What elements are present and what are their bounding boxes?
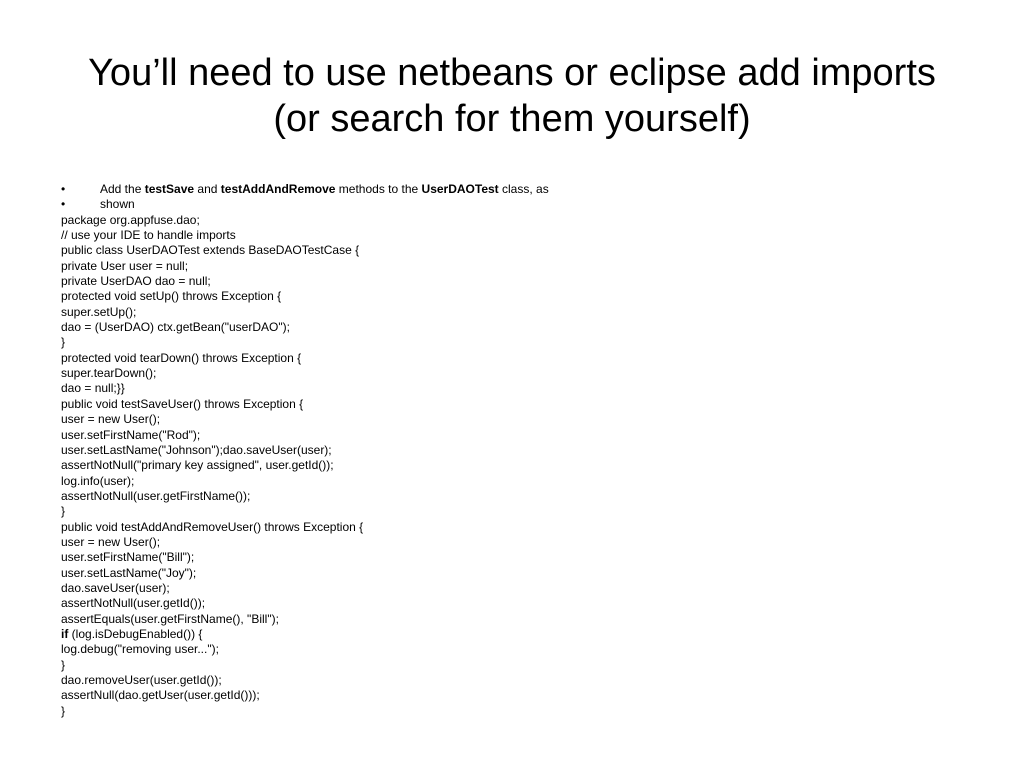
bullet-text-part: methods to the	[335, 182, 422, 196]
code-line: dao = (UserDAO) ctx.getBean("userDAO");	[61, 320, 290, 335]
code-line: }	[61, 657, 66, 672]
code-line: private UserDAO dao = null;	[61, 274, 211, 289]
code-line: public void testAddAndRemoveUser() throws Exception {	[61, 519, 364, 534]
code-line: assertEquals(user.getFirstName(), "Bill");	[61, 611, 279, 626]
title-line-2: (or search for them yourself)	[273, 98, 751, 140]
code-block-tail	[61, 642, 961, 719]
code-line: public void testSaveUser() throws Exception {	[61, 396, 304, 411]
code-line: dao.saveUser(user);	[61, 580, 170, 595]
code-line: super.setUp();	[61, 304, 137, 319]
slide-body	[61, 182, 961, 719]
code-line: private User user = null;	[61, 258, 189, 273]
code-line: // use your IDE to handle imports	[61, 228, 236, 243]
code-line: public class UserDAOTest extends BaseDAOTestCase {	[61, 243, 360, 258]
slide-title	[40, 50, 984, 142]
code-keyword-if: if	[61, 626, 69, 641]
bullet-text	[100, 182, 549, 197]
bullet-text-part: Add the	[100, 182, 145, 196]
code-line: }	[61, 504, 66, 519]
bullet-text-part: class, as	[498, 182, 549, 196]
code-line: protected void tearDown() throws Exception {	[61, 350, 302, 365]
code-line: assertNotNull(user.getFirstName());	[61, 488, 251, 503]
code-line: user.setFirstName("Bill");	[61, 550, 195, 565]
code-line: log.info(user);	[61, 473, 135, 488]
bullet-marker: •	[61, 182, 66, 196]
code-line-text: (log.isDebugEnabled()) {	[68, 626, 203, 641]
code-line: user.setLastName("Johnson");dao.saveUser(user);	[61, 442, 332, 457]
code-line: assertNull(dao.getUser(user.getId()));	[61, 688, 260, 703]
code-line: user = new User();	[61, 412, 161, 427]
code-line: assertNotNull(user.getId());	[61, 596, 206, 611]
bold-term-testaddandremove: testAddAndRemove	[220, 182, 336, 196]
code-line: user.setFirstName("Rod");	[61, 427, 201, 442]
code-line: log.debug("removing user...");	[61, 642, 219, 657]
code-line: }	[61, 703, 66, 718]
bullet-marker: •	[61, 197, 66, 212]
bold-term-userdaotest: UserDAOTest	[421, 182, 499, 196]
code-line: package org.appfuse.dao;	[61, 212, 200, 227]
code-block	[61, 213, 961, 627]
code-line: super.tearDown();	[61, 366, 157, 381]
code-line: user = new User();	[61, 534, 161, 549]
code-line: user.setLastName("Joy");	[61, 565, 197, 580]
bullet-text-part: and	[194, 182, 221, 196]
bullet-text: shown	[100, 197, 135, 212]
code-line-if	[61, 627, 961, 642]
title-line-1: You’ll need to use netbeans or eclipse add imports	[88, 52, 936, 94]
code-line: dao.removeUser(user.getId());	[61, 673, 222, 687]
code-line: }	[61, 335, 66, 350]
code-line: dao = null;}}	[61, 381, 125, 396]
bullet-item-2	[61, 197, 961, 212]
bold-term-testsave: testSave	[144, 182, 195, 196]
code-line: protected void setUp() throws Exception {	[61, 289, 282, 304]
bullet-item-1	[61, 182, 961, 197]
code-line: assertNotNull("primary key assigned", user.getId());	[61, 458, 334, 473]
